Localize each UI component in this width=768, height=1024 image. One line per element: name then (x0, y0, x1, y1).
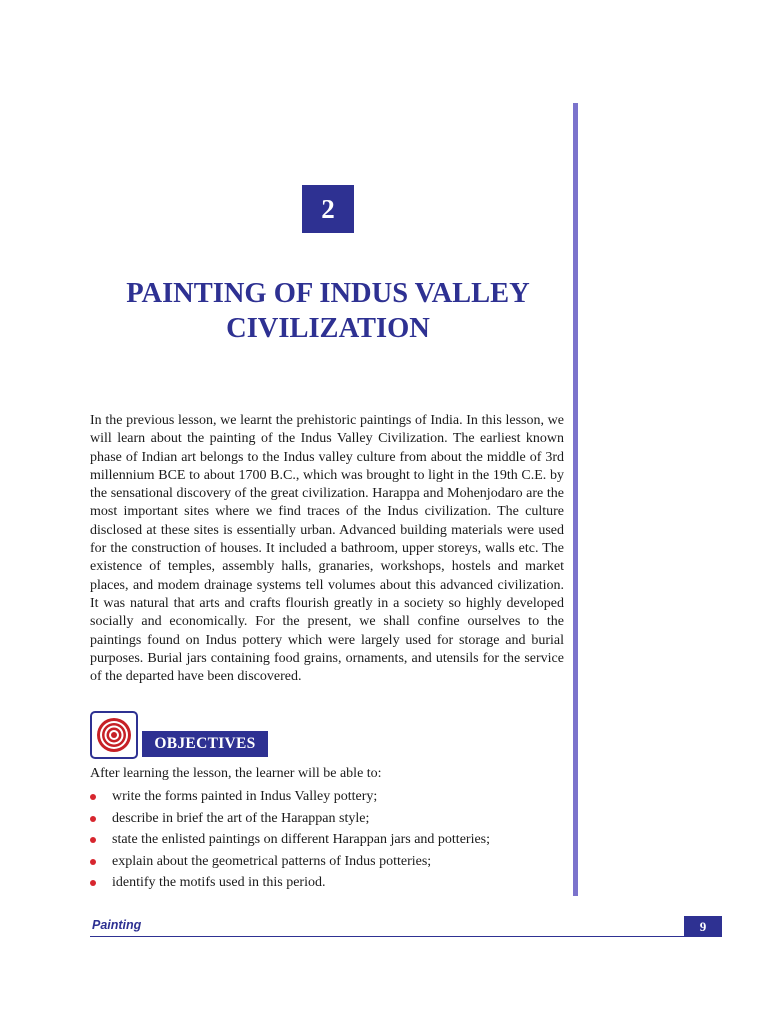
bullet-icon (90, 837, 96, 843)
objectives-list (90, 786, 560, 894)
list-item-text: identify the motifs used in this period. (112, 875, 326, 890)
list-item (90, 872, 560, 894)
list-item (90, 808, 560, 830)
chapter-title-line-2: CIVILIZATION (226, 313, 430, 344)
list-item-text: describe in brief the art of the Harappan style; (112, 810, 370, 826)
list-item (90, 786, 560, 808)
target-icon (90, 711, 138, 759)
list-item-text: state the enlisted paintings on different Harappan jars and potteries; (112, 832, 491, 847)
list-item (90, 851, 560, 873)
chapter-number-box (302, 185, 354, 233)
list-item-text: write the forms painted in Indus Valley pottery; (112, 789, 378, 804)
bullet-icon (90, 794, 96, 800)
footer-rule (90, 936, 684, 937)
bullet-icon (90, 859, 96, 865)
page-number: 9 (699, 918, 707, 934)
page-number-box (684, 916, 722, 937)
chapter-number: 2 (321, 193, 335, 224)
list-item (90, 829, 560, 851)
footer-subject: Painting (92, 918, 142, 932)
objectives-heading (142, 731, 268, 757)
chapter-title-line-1: PAINTING OF INDUS VALLEY (126, 278, 530, 309)
margin-rule (573, 103, 578, 896)
bullet-icon (90, 816, 96, 822)
bullet-icon (90, 880, 96, 886)
intro-paragraph: In the previous lesson, we learnt the prehistoric paintings of India. In this lesson, we will learn about the painting of the Indus Valley Civilization. The earliest known phase of Indian art belongs to the Indus valley culture from about the middle of 3rd millennium BCE to about 1700 B.C., which was brought to light in the 19th C.E. by the sensational discovery of the great civilization. Harappa and Mohenjodaro are the most important sites where we find traces of the Indus civilization. The culture disclosed at these sites is essentially urban. Advanced building materials were used for the construction of houses. It included a bathroom, upper storeys, walls etc. The existence of temples, assembly halls, granaries, workshops, hostels and market places, and modem drainage systems tell volumes about this advanced civilization. It was natural that arts and crafts flourish greatly in a society so highly developed socially and economically. For the present, we shall confine ourselves to the paintings found on Indus pottery which were largely used for storage and burial purposes. Burial jars containing food grains, ornaments, and utensils for the service of the departed have been discovered. (90, 413, 564, 685)
list-item-text: explain about the geometrical patterns of Indus potteries; (112, 853, 432, 869)
objectives-heading-text: OBJECTIVES (154, 735, 256, 752)
chapter-title (88, 276, 568, 346)
objectives-intro: After learning the lesson, the learner will be able to: (90, 766, 382, 781)
